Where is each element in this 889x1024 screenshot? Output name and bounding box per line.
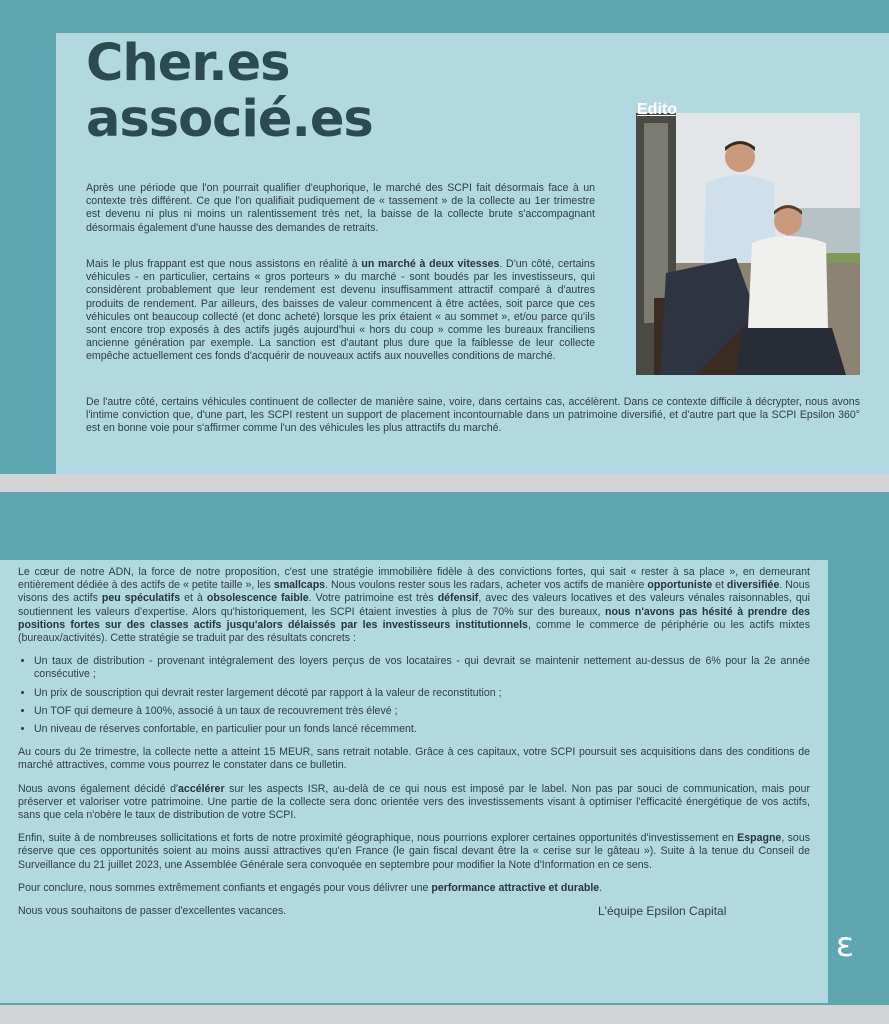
body-p4-a: Enfin, suite à de nombreuses sollicitations et forts de notre proximité géographique, nous pourrions explorer certaines opportunités d'investissement en	[18, 832, 738, 845]
body-paragraph-4	[18, 832, 810, 872]
intro-paragraph-1: Après une période que l'on pourrait qualifier d'euphorique, le marché des SCPI fait désormais face à un contexte très différent. Ce que l'on qualifiait pudiquement de « tassement » de la collecte au 1er trimestre est devenu ni plus ni moins un ralentissement très net, la baisse de la collecte brute s'accompagnant désormais également d'une hausse des demandes de retraits.	[86, 182, 595, 234]
body-p4-bold: Espagne	[737, 832, 782, 845]
page-footer-strip	[0, 1005, 889, 1024]
body-p1-d: et	[712, 579, 727, 592]
page-title	[86, 36, 373, 148]
body-paragraph-2: Au cours du 2e trimestre, la collecte nette a atteint 15 MEUR, sans retrait notable. Grâce à ces capitaux, votre SCPI poursuit ses acquisitions dans des conditions de marché attractives, comme vous pourrez le constater dans ce bulletin.	[18, 746, 810, 772]
body-p5-c: .	[599, 881, 603, 894]
body-paragraph-3	[18, 783, 810, 823]
intro-paragraph-2	[86, 258, 595, 364]
closing-text: Nous vous souhaitons de passer d'excellentes vacances.	[18, 905, 287, 918]
body-p1-i: , comme le commerce de périphérie ou les actifs mixtes (bureaux/activités). Cette stratégie se traduit par des résultats concrets :	[18, 618, 810, 645]
body-p1-g: . Votre patrimoine est très	[308, 592, 438, 605]
body-p1-f: et à	[180, 592, 207, 605]
signature: L'équipe Epsilon Capital	[598, 904, 727, 919]
body-section	[18, 566, 810, 921]
list-item: • Un niveau de réserves confortable, en particulier pour un fonds lancé récemment.	[34, 723, 810, 736]
body-p5-bold: performance attractive et durable	[431, 881, 600, 894]
body-paragraph-1	[18, 566, 810, 645]
results-list	[18, 655, 810, 736]
list-item: • Un prix de souscription qui devrait rester largement décoté par rapport à la valeur de reconstitution ;	[34, 687, 810, 700]
closing-row	[18, 905, 810, 921]
body-p1-bold-7: nous n'avons pas hésité à prendre des positions fortes sur des classes actifs jusqu'alors délaissés par les investisseurs institutionnels	[18, 605, 810, 631]
title-line-2: associé.es	[86, 90, 373, 149]
title-line-1: Cher.es	[86, 34, 290, 93]
intro-p2-text-a: Mais le plus frappant est que nous assistons en réalité à	[86, 258, 362, 270]
edito-label: Edito	[637, 101, 677, 118]
body-p4-c: , sous réserve que ces opportunités soient au moins aussi attractives qu'en France (le gain fiscal devant être la « cerise sur le gâteau »). Suite à la tenue du Conseil de Surveillance du 21 juillet 2023, une Assemblée Générale sera convoquée en septembre pour modifier la Note d'Information en ce sens.	[18, 832, 811, 871]
body-p1-e: . Nous visons des actifs	[18, 579, 810, 605]
team-photo	[636, 113, 860, 375]
body-p1-bold-5: obsolescence faible	[206, 592, 309, 605]
body-p1-bold-6: défensif	[437, 592, 479, 605]
body-paragraph-5	[18, 882, 810, 895]
epsilon-logo-icon: ɛ	[835, 925, 855, 965]
body-p1-bold-4: peu spéculatifs	[101, 592, 181, 605]
intro-p2-bold: un marché à deux vitesses	[361, 258, 500, 270]
body-p3-c: sur les aspects ISR, au-delà de ce qui nous est imposé par le label. Non pas par souci de communication, mais pour préserver et valoriser votre patrimoine. Une partie de la collecte sera donc orientée vers des investissements visant à optimiser l'efficacité énergétique de vos actifs, sans que cela n'obère le taux de distribution de votre SCPI.	[18, 782, 810, 822]
list-item: • Un taux de distribution - provenant intégralement des loyers perçus de vos locataires - qui devrait se maintenir nettement au-dessus de 6% pour la 2e année consécutive ;	[34, 655, 810, 681]
body-p5-a: Pour conclure, nous sommes extrêmement confiants et engagés pour vous délivrer une	[18, 881, 432, 894]
intro-paragraph-3: De l'autre côté, certains véhicules continuent de collecter de manière saine, voire, dans certains cas, accélèrent. Dans ce contexte difficile à décrypter, nous avons l'intime conviction que, d'une part, les SCPI restent un support de placement incontournable dans un patrimoine diversifié, et d'autre part que la SCPI Epsilon 360° est en bonne voie pour s'affirmer comme l'un des véhicules les plus attractifs du marché.	[86, 396, 860, 435]
body-p1-bold-3: diversifiée	[726, 579, 780, 592]
body-p1-bold-1: smallcaps	[273, 579, 326, 592]
body-p1-c: . Nous voulons rester sous les radars, acheter vos actifs de manière	[325, 579, 648, 592]
list-item: • Un TOF qui demeure à 100%, associé à un taux de recouvrement très élevé ;	[34, 705, 810, 718]
body-p1-h: , avec des valeurs locatives et des valeurs vénales raisonnables, qui soutiennent les valeurs d'expertise. Alors qu'historiquement, les SCPI étaient investies à plus de 70% sur des bureaux,	[18, 592, 810, 618]
body-p3-a: Nous avons également décidé d'	[18, 782, 179, 795]
intro-p2-text-b: . D'un côté, certains véhicules - en particulier, certains « gros porteurs » du marché - sont boudés par les investisseurs, qui considèrent probablement que leur rendement est devenu insuffisamment attractif comparé à d'autres produits de rendement. Par ailleurs, des baisses de valeur commencent à être actées, soit parce que ces véhicules ont beaucoup collecté (et donc acheté) lorsque les prix étaient « au sommet », et/ou parce qu'ils sont encore trop exposés à des actifs jugés aujourd'hui « hors du coup » comme les bureaux franciliens ancienne génération par exemple. La sanction est d'autant plus dure que la faiblesse de leur collecte empêche actuellement ces fonds d'acquérir de nouveaux actifs aux nouvelles conditions de marché.	[86, 258, 596, 363]
team-photo-illustration	[636, 113, 860, 375]
body-p1-bold-2: opportuniste	[647, 579, 713, 592]
body-p1-a: Le cœur de notre ADN, la force de notre proposition, c'est une stratégie immobilière fidèle à des convictions fortes, qui sait « rester à sa place », en demeurant entièrement dédiée à des actifs de « petite taille », les	[18, 566, 810, 592]
body-p3-bold: accélérer	[178, 782, 225, 795]
